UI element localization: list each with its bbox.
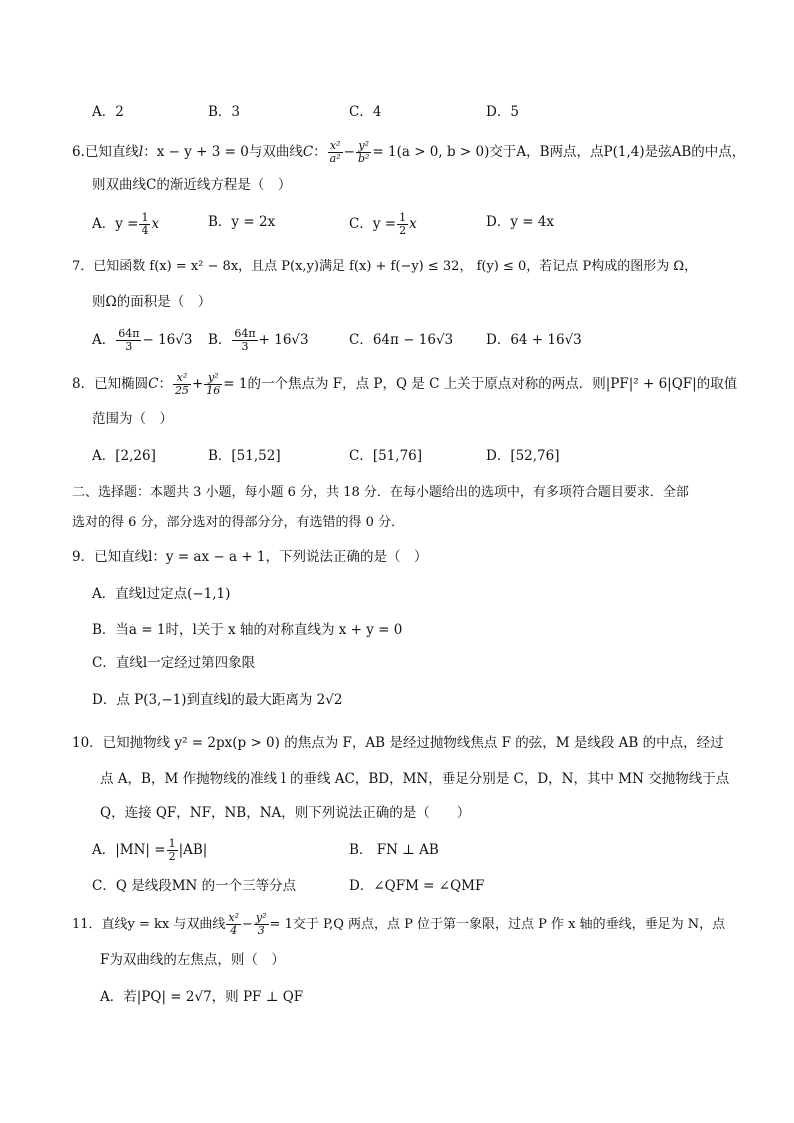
q5-option-b[interactable]: B．3 [208, 104, 241, 120]
q10-option-b[interactable]: B． FN ⊥ AB [349, 842, 439, 858]
q9-stem: 9．已知直线l：y = ax − a + 1，下列说法正确的是（ ） [72, 549, 428, 565]
q10-option-c[interactable]: C．Q 是线段MN 的一个三等分点 [92, 878, 297, 894]
q8-colon: ： [158, 376, 172, 392]
q6-frac-x-den: a² [329, 152, 341, 165]
q6-option-c-post: x [409, 216, 417, 232]
q11-frac-x-num: x² [228, 911, 240, 924]
q11-frac-y-num: y² [255, 911, 267, 924]
q6-prefix: 6.已知直线 [72, 144, 139, 160]
q7-option-d[interactable]: D．64 + 16√3 [486, 332, 582, 348]
q7-option-a-pre: A． [92, 332, 116, 348]
q7-option-a-num: 64π [118, 327, 140, 340]
q6-option-c-pre: C．y = [349, 216, 397, 232]
q9-option-c[interactable]: C．直线l一定经过第四象限 [92, 655, 256, 671]
q6-curve-symbol: C [302, 144, 314, 160]
q11-stem-line1 [72, 912, 725, 937]
q10-option-d[interactable]: D．∠QFM = ∠QMF [349, 878, 485, 894]
q6-frac-y-num: y² [356, 140, 371, 153]
q6-option-d[interactable]: D．y = 4x [486, 214, 555, 230]
q8-frac-x-num: x² [173, 372, 191, 385]
q8-stem-rest: = 1的一个焦点为 F，点 P，Q 是 C 上关于原点对称的两点．则|PF|² + 6|QF|的取值 [223, 376, 738, 392]
q10-option-a-post: |AB| [178, 842, 208, 858]
q6-frac-y [356, 140, 371, 165]
q10-option-a-frac [167, 838, 178, 863]
q6-option-c-num: 1 [399, 211, 407, 224]
q9-option-a[interactable]: A．直线l过定点(−1,1) [92, 586, 231, 602]
q8-option-a[interactable]: A．[2,26] [92, 448, 156, 464]
q8-stem-line1 [72, 372, 737, 397]
q8-curve-symbol: C [148, 376, 159, 392]
q8-option-b[interactable]: B．[51,52] [208, 448, 281, 464]
q7-option-b[interactable] [208, 328, 309, 353]
q7-option-c[interactable]: C．64π − 16√3 [349, 332, 454, 348]
q8-prefix: 8．已知椭圆 [72, 376, 149, 392]
section2-heading-line2: 选对的得 6 分，部分选对的得部分分，有选错的得 0 分． [72, 515, 405, 530]
q8-frac-y-den: 16 [206, 384, 221, 397]
q10-option-a-den: 2 [168, 850, 176, 863]
q6-option-a-post: x [151, 216, 160, 232]
q6-option-a-frac [139, 212, 150, 237]
q8-frac-x [173, 372, 191, 397]
q10-option-a[interactable] [92, 838, 207, 863]
q10-option-a-pre: A．|MN| = [92, 842, 166, 858]
section2-heading-line1: 二、选择题：本题共 3 小题，每小题 6 分，共 18 分．在每小题给出的选项中，有多项符合题目要求．全部 [72, 485, 689, 500]
q6-stem-rest: = 1(a > 0, b > 0)交于A，B两点，点P(1,4)是弦AB的中点， [372, 144, 746, 160]
q6-option-a-den: 4 [141, 224, 149, 237]
q7-option-a[interactable] [92, 328, 192, 353]
q5-option-a[interactable]: A．2 [92, 104, 124, 120]
q9-option-b[interactable]: B．当a = 1时，l关于 x 轴的对称直线为 x + y = 0 [92, 622, 403, 638]
q7-option-a-den: 3 [125, 340, 133, 353]
q11-frac-y-den: 3 [257, 924, 265, 937]
q10-stem-line3: Q，连接 QF，NF，NB，NA，则下列说法正确的是（ ） [100, 805, 471, 821]
q7-stem-line2: 则Ω的面积是（ ） [92, 294, 212, 310]
q6-line-equation: ：x − y + 3 = 0与双曲线 [143, 144, 303, 160]
q6-option-a-num: 1 [141, 211, 149, 224]
q11-option-a[interactable]: A．若|PQ| = 2√7，则 PF ⊥ QF [100, 989, 304, 1005]
q8-option-c[interactable]: C．[51,76] [349, 448, 423, 464]
q6-frac-y-den: b² [357, 152, 370, 165]
q7-option-b-den: 3 [241, 340, 249, 353]
q7-stem-line1: 7．已知函数 f(x) = x² − 8x，且点 P(x,y)满足 f(x) + f(−y) ≤ 32， f(y) ≤ 0，若记点 P构成的图形为 Ω， [72, 259, 698, 274]
q7-option-b-pre: B． [208, 332, 232, 348]
q10-stem-line2: 点 A，B，M 作抛物线的准线 l 的垂线 AC，BD，MN，垂足分别是 C，D，N，其中 MN 交抛物线于点 [100, 771, 730, 787]
q6-frac-x [328, 140, 343, 165]
q6-option-a[interactable] [92, 212, 159, 237]
q8-plus: + [191, 376, 204, 392]
q7-option-b-frac [232, 328, 257, 353]
q7-option-b-post: + 16√3 [258, 332, 309, 348]
q8-frac-y [204, 372, 222, 397]
q6-frac-x-num: x² [328, 140, 343, 153]
q10-stem-line1: 10．已知抛物线 y² = 2px(p > 0) 的焦点为 F，AB 是经过抛物线焦点 F 的弦，M 是线段 AB 的中点，经过 [72, 735, 724, 751]
q8-frac-y-num: y² [204, 372, 222, 385]
q11-stem-rest: = 1交于 P,Q 两点，点 P 位于第一象限，过点 P 作 x 轴的垂线，垂足为 N，点 [269, 917, 726, 932]
q5-option-d[interactable]: D．5 [486, 104, 519, 120]
q6-colon: ： [313, 144, 327, 160]
q9-option-d[interactable]: D．点 P(3,−1)到直线l的最大距离为 2√2 [92, 692, 343, 708]
q6-option-c[interactable] [349, 212, 417, 237]
q7-option-b-num: 64π [234, 327, 256, 340]
q7-option-a-post: − 16√3 [142, 332, 193, 348]
q6-stem-line2: 则双曲线C的渐近线方程是（ ） [92, 177, 292, 193]
q6-stem-line1 [72, 140, 745, 165]
q10-option-a-num: 1 [168, 837, 176, 850]
q11-frac-x [226, 912, 241, 937]
q11-stem-line2: F为双曲线的左焦点，则（ ） [100, 952, 285, 968]
q11-frac-x-den: 4 [230, 924, 238, 937]
q6-option-a-pre: A．y = [92, 216, 139, 232]
q11-minus: − [242, 917, 253, 932]
q8-stem-line2: 范围为（ ） [92, 411, 173, 427]
q8-option-d[interactable]: D．[52,76] [486, 448, 560, 464]
q11-prefix: 11．直线y = kx 与双曲线 [72, 917, 226, 932]
q6-line-symbol: l [138, 144, 144, 160]
q6-option-c-frac [397, 212, 408, 237]
q6-option-b[interactable]: B．y = 2x [208, 214, 276, 230]
q6-minus: − [343, 144, 355, 160]
q5-option-c[interactable]: C．4 [349, 104, 382, 120]
q11-frac-y [254, 912, 269, 937]
q7-option-a-frac [116, 328, 141, 353]
q8-frac-x-den: 25 [174, 384, 189, 397]
q6-option-c-den: 2 [399, 224, 407, 237]
